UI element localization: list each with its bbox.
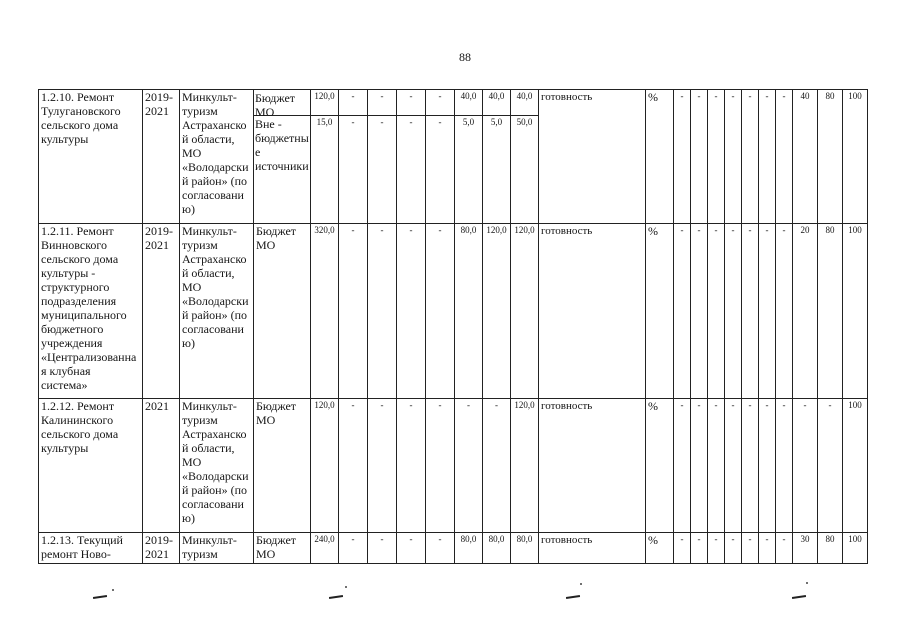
year-amount: -: [397, 533, 426, 564]
year-amount: [368, 90, 397, 224]
target-value: 20: [793, 224, 818, 399]
target-value: -: [759, 533, 776, 564]
target-value: -: [725, 90, 742, 224]
total-amount: [311, 90, 339, 224]
executor: Минкульт-туризм: [180, 533, 254, 564]
total-amount-1: 120,0: [311, 90, 338, 116]
year-amount-1: -: [397, 90, 425, 116]
year-amount: 120,0: [511, 224, 539, 399]
year-amount: -: [426, 399, 455, 533]
target-value: -: [776, 224, 793, 399]
target-value: -: [759, 90, 776, 224]
unit: %: [646, 533, 674, 564]
target-value: 100: [843, 399, 868, 533]
year-amount: 80,0: [455, 224, 483, 399]
target-value: -: [674, 533, 691, 564]
target-value: -: [759, 224, 776, 399]
speck: [345, 586, 347, 588]
year-amount: 120,0: [511, 399, 539, 533]
year-amount-2: 50,0: [516, 117, 533, 127]
year-amount: -: [483, 399, 511, 533]
table-row: [39, 533, 868, 564]
footer-mark: [93, 595, 107, 599]
executor: Минкульт-туризм Астраханской области, МО «Володарский район» (по согласованию): [180, 399, 254, 533]
target-value: -: [708, 399, 725, 533]
target-value: 100: [843, 533, 868, 564]
target-value: -: [691, 399, 708, 533]
year-amount: [397, 90, 426, 224]
year-amount: -: [397, 399, 426, 533]
target-value: -: [742, 90, 759, 224]
year-amount-1: -: [339, 90, 367, 116]
target-value: -: [776, 533, 793, 564]
year-amount: -: [368, 399, 397, 533]
table-row: [39, 399, 868, 533]
measure-name: 1.2.13. Текущий ремонт Ново-: [39, 533, 143, 564]
funding-source-1: Бюджет МО: [254, 90, 310, 116]
target-value: -: [691, 533, 708, 564]
target-value: -: [708, 533, 725, 564]
year-amount: -: [397, 224, 426, 399]
target-value: -: [793, 399, 818, 533]
indicator: готовность: [539, 224, 646, 399]
year-amount-1: 40,0: [455, 90, 482, 116]
year-amount: -: [455, 399, 483, 533]
unit: %: [646, 224, 674, 399]
target-value: -: [674, 399, 691, 533]
year-amount-2: 5,0: [490, 117, 503, 127]
target-value: 80: [818, 533, 843, 564]
year-amount: 120,0: [483, 224, 511, 399]
page-number: 88: [459, 50, 471, 64]
target-value: -: [725, 399, 742, 533]
speck: [112, 589, 114, 591]
period: 2019-2021: [143, 533, 180, 564]
unit: %: [646, 399, 674, 533]
target-value: -: [776, 399, 793, 533]
target-value: -: [708, 224, 725, 399]
target-value: -: [674, 224, 691, 399]
table-row: [39, 90, 868, 224]
funding-source: [254, 90, 311, 224]
footer-mark: [566, 595, 580, 599]
speck: [806, 582, 808, 584]
funding-source: Бюджет МО: [254, 533, 311, 564]
funding-source: Бюджет МО: [254, 399, 311, 533]
year-amount-2: -: [409, 117, 413, 127]
table-row: [39, 224, 868, 399]
measure-name: 1.2.12. Ремонт Калининского сельского дома культуры: [39, 399, 143, 533]
total-amount: 240,0: [311, 533, 339, 564]
footer-mark: [792, 595, 806, 599]
target-value: -: [691, 90, 708, 224]
year-amount-2: -: [438, 117, 442, 127]
year-amount-2: -: [380, 117, 384, 127]
funding-source-2: Вне - бюджетные источники: [255, 117, 309, 173]
year-amount: -: [426, 533, 455, 564]
year-amount-1: -: [426, 90, 454, 116]
target-value: -: [725, 533, 742, 564]
target-value: 80: [818, 224, 843, 399]
indicator: готовность: [539, 533, 646, 564]
year-amount-2: -: [351, 117, 355, 127]
year-amount-1: 40,0: [511, 90, 538, 116]
target-value: -: [818, 399, 843, 533]
measure-name: 1.2.10. Ремонт Тулугановского сельского дома культуры: [39, 90, 143, 224]
year-amount: -: [426, 224, 455, 399]
executor: Минкульт-туризм Астраханской области, МО «Володарский район» (по согласованию): [180, 224, 254, 399]
year-amount-1: 40,0: [483, 90, 510, 116]
year-amount: -: [339, 224, 368, 399]
target-value: 30: [793, 533, 818, 564]
footer-mark: [329, 595, 343, 599]
period: 2021: [143, 399, 180, 533]
target-value: -: [708, 90, 725, 224]
target-value: 80: [818, 90, 843, 224]
year-amount: -: [368, 533, 397, 564]
year-amount-2: 5,0: [462, 117, 475, 127]
period: 2019-2021: [143, 90, 180, 224]
target-value: -: [725, 224, 742, 399]
indicator: готовность: [539, 399, 646, 533]
unit: %: [646, 90, 674, 224]
year-amount: 80,0: [483, 533, 511, 564]
total-amount: 320,0: [311, 224, 339, 399]
year-amount: 80,0: [511, 533, 539, 564]
speck: [580, 583, 582, 585]
target-value: 40: [793, 90, 818, 224]
year-amount: [511, 90, 539, 224]
year-amount: [426, 90, 455, 224]
year-amount: -: [339, 533, 368, 564]
year-amount-1: -: [368, 90, 396, 116]
year-amount: [455, 90, 483, 224]
target-value: -: [674, 90, 691, 224]
target-value: 100: [843, 224, 868, 399]
total-amount-2: 15,0: [316, 117, 333, 127]
year-amount: -: [339, 399, 368, 533]
funding-source: Бюджет МО: [254, 224, 311, 399]
executor: Минкульт-туризм Астраханской области, МО «Володарский район» (по согласованию): [180, 90, 254, 224]
target-value: -: [691, 224, 708, 399]
indicator: готовность: [539, 90, 646, 224]
target-value: -: [742, 533, 759, 564]
target-value: -: [742, 399, 759, 533]
year-amount: [339, 90, 368, 224]
target-value: -: [742, 224, 759, 399]
year-amount: 80,0: [455, 533, 483, 564]
year-amount: [483, 90, 511, 224]
target-value: -: [759, 399, 776, 533]
target-value: 100: [843, 90, 868, 224]
period: 2019-2021: [143, 224, 180, 399]
target-value: -: [776, 90, 793, 224]
year-amount: -: [368, 224, 397, 399]
total-amount: 120,0: [311, 399, 339, 533]
program-table: [38, 89, 868, 564]
measure-name: 1.2.11. Ремонт Винновского сельского дома культуры - структурного подразделения муниципального бюджетного учреждения «Централизованная клубная система»: [39, 224, 143, 399]
